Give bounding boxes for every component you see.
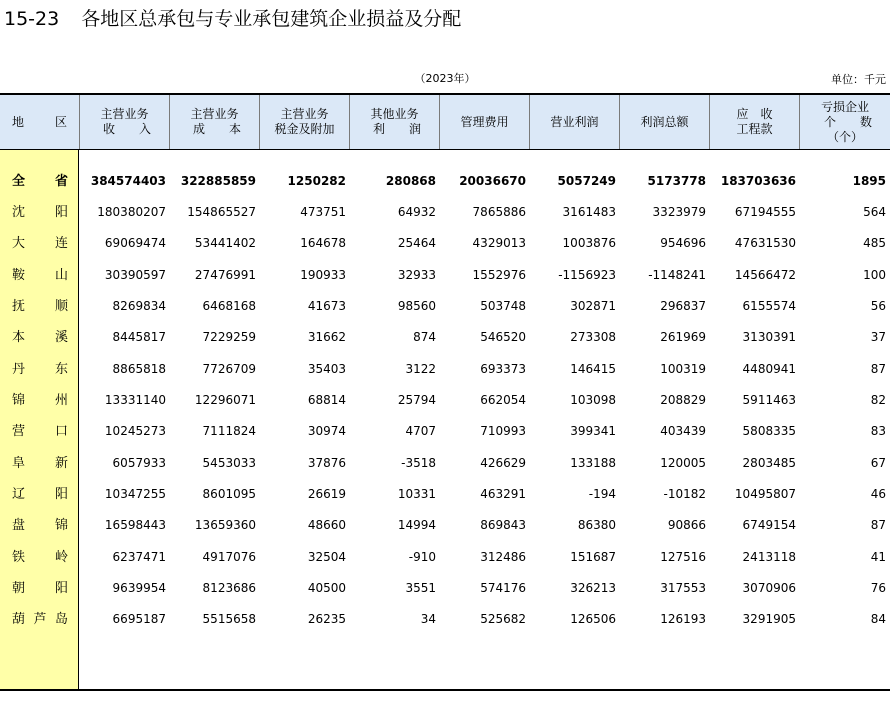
cell-main-tax: 40500 bbox=[307, 581, 346, 596]
cell-main-revenue: 69069474 bbox=[104, 236, 166, 251]
region-name-char: 顺 bbox=[54, 298, 68, 314]
region-name-char: 东 bbox=[54, 361, 68, 377]
cell-operating-profit: -194 bbox=[588, 487, 616, 501]
cell-other-profit: 3551 bbox=[405, 581, 436, 596]
cell-main-revenue: 10245273 bbox=[104, 424, 166, 439]
cell-mgmt-fee: 426629 bbox=[480, 455, 526, 470]
region-name-char: 沈 bbox=[12, 204, 26, 220]
cell-main-revenue: 8865818 bbox=[112, 361, 166, 376]
cell-total-profit: 100319 bbox=[660, 361, 706, 376]
cell-main-tax: 37876 bbox=[307, 455, 346, 470]
region-name-char: 口 bbox=[54, 424, 68, 440]
cell-mgmt-fee: 710993 bbox=[480, 424, 526, 439]
cell-receivables: 6155574 bbox=[742, 298, 796, 313]
region-name-char: 阳 bbox=[54, 204, 68, 220]
cell-operating-profit: 146415 bbox=[570, 361, 616, 376]
cell-total-profit: 127516 bbox=[660, 549, 706, 564]
column-header-line: 营业利润 bbox=[550, 114, 599, 129]
region-name bbox=[12, 322, 68, 353]
cell-mgmt-fee: 525682 bbox=[480, 612, 526, 627]
region-name bbox=[12, 604, 68, 635]
cell-loss-firms: 83 bbox=[870, 424, 886, 439]
column-header-region bbox=[0, 95, 80, 149]
table-row bbox=[0, 573, 890, 604]
cell-mgmt-fee: 574176 bbox=[480, 581, 526, 596]
region-name bbox=[12, 573, 68, 604]
column-header-line: 工程款 bbox=[736, 122, 773, 136]
cell-mgmt-fee: 662054 bbox=[480, 392, 526, 407]
region-name-char: 阜 bbox=[12, 455, 26, 471]
cell-total-profit: 403439 bbox=[660, 424, 706, 439]
cell-other-profit: 874 bbox=[413, 330, 436, 345]
cell-main-revenue: 6057933 bbox=[112, 455, 166, 470]
region-name-char: 抚 bbox=[12, 298, 26, 314]
cell-main-cost: 4917076 bbox=[202, 549, 256, 564]
region-header-char: 区 bbox=[54, 114, 67, 129]
cell-main-revenue: 180380207 bbox=[97, 204, 166, 219]
column-header-main-tax bbox=[260, 95, 350, 149]
cell-main-tax: 35403 bbox=[307, 361, 346, 376]
cell-total-profit: 90866 bbox=[667, 518, 706, 533]
cell-receivables: 3130391 bbox=[742, 330, 796, 345]
cell-total-profit: -10182 bbox=[663, 487, 706, 501]
cell-main-tax: 190933 bbox=[300, 267, 346, 282]
column-header-line: 主营业务 bbox=[100, 107, 149, 121]
cell-other-profit: -3518 bbox=[401, 455, 436, 470]
table-title: 各地区总承包与专业承包建筑企业损益及分配 bbox=[81, 8, 462, 30]
region-name bbox=[12, 479, 68, 510]
region-name-char: 大 bbox=[12, 236, 26, 252]
table-row-total bbox=[0, 166, 890, 197]
region-name-char: 锦 bbox=[54, 518, 68, 534]
cell-main-tax: 164678 bbox=[300, 236, 346, 251]
cell-other-profit: 64932 bbox=[397, 204, 436, 219]
cell-main-cost: 7726709 bbox=[202, 361, 256, 376]
cell-receivables: 3291905 bbox=[742, 612, 796, 627]
region-name-char: 溪 bbox=[54, 330, 68, 346]
cell-receivables: 67194555 bbox=[734, 204, 796, 219]
region-name-char: 连 bbox=[54, 236, 68, 252]
table-row bbox=[0, 322, 890, 353]
region-name bbox=[12, 197, 68, 228]
table-row bbox=[0, 291, 890, 322]
cell-operating-profit: 326213 bbox=[570, 581, 616, 596]
region-name bbox=[12, 166, 68, 197]
cell-main-tax: 26619 bbox=[307, 487, 346, 501]
table-row bbox=[0, 448, 890, 479]
table-row bbox=[0, 385, 890, 416]
cell-other-profit: 14994 bbox=[397, 518, 436, 533]
cell-mgmt-fee: 503748 bbox=[480, 298, 526, 313]
cell-operating-profit: 399341 bbox=[570, 424, 616, 439]
cell-total-profit: 5173778 bbox=[647, 173, 706, 188]
cell-main-cost: 53441402 bbox=[194, 236, 256, 251]
cell-loss-firms: 46 bbox=[870, 487, 886, 501]
cell-main-tax: 41673 bbox=[307, 298, 346, 313]
cell-total-profit: 3323979 bbox=[652, 204, 706, 219]
cell-loss-firms: 56 bbox=[870, 298, 886, 313]
region-name-char: 岭 bbox=[54, 549, 68, 565]
cell-mgmt-fee: 7865886 bbox=[472, 204, 526, 219]
region-name bbox=[12, 291, 68, 322]
cell-main-tax: 31662 bbox=[307, 330, 346, 345]
region-name-char: 辽 bbox=[12, 487, 26, 502]
cell-total-profit: -1148241 bbox=[648, 267, 706, 282]
cell-operating-profit: 151687 bbox=[570, 549, 616, 564]
cell-other-profit: -910 bbox=[408, 549, 436, 564]
region-name-char: 岛 bbox=[54, 612, 68, 628]
column-header-line: （个） bbox=[826, 129, 863, 144]
region-name-char: 盘 bbox=[12, 518, 26, 534]
cell-total-profit: 120005 bbox=[660, 455, 706, 470]
cell-total-profit: 954696 bbox=[660, 236, 706, 251]
table-number: 15-23 bbox=[4, 8, 60, 30]
cell-main-revenue: 16598443 bbox=[104, 518, 166, 533]
cell-main-cost: 27476991 bbox=[194, 267, 256, 282]
cell-mgmt-fee: 546520 bbox=[480, 330, 526, 345]
table-row bbox=[0, 416, 890, 447]
column-header-line: 个 数 bbox=[823, 114, 872, 129]
cell-receivables: 2413118 bbox=[742, 549, 796, 564]
column-header-line: 利润总额 bbox=[640, 114, 689, 129]
region-name bbox=[12, 542, 68, 573]
region-name bbox=[12, 385, 68, 416]
region-name-char: 铁 bbox=[12, 549, 26, 565]
cell-main-cost: 12296071 bbox=[194, 392, 256, 407]
column-header-other-profit bbox=[350, 95, 440, 149]
cell-other-profit: 32933 bbox=[397, 267, 436, 282]
column-header-line: 成 本 bbox=[192, 122, 241, 136]
region-name-char: 全 bbox=[12, 173, 26, 189]
cell-main-revenue: 8445817 bbox=[112, 330, 166, 345]
cell-other-profit: 98560 bbox=[397, 298, 436, 313]
cell-loss-firms: 100 bbox=[863, 267, 886, 282]
column-header-line: 其他业务 bbox=[370, 107, 419, 121]
cell-loss-firms: 564 bbox=[863, 204, 886, 219]
cell-mgmt-fee: 4329013 bbox=[472, 236, 526, 251]
cell-receivables: 4480941 bbox=[742, 361, 796, 376]
column-header-line: 主营业务 bbox=[190, 107, 239, 121]
column-header-line: 亏损企业 bbox=[820, 99, 869, 114]
region-name-char: 本 bbox=[12, 330, 26, 346]
table-row bbox=[0, 260, 890, 291]
cell-receivables: 3070906 bbox=[742, 581, 796, 596]
cell-receivables: 5911463 bbox=[742, 392, 796, 407]
cell-total-profit: 126193 bbox=[660, 612, 706, 627]
cell-other-profit: 10331 bbox=[397, 487, 436, 501]
cell-other-profit: 3122 bbox=[405, 361, 436, 376]
unit-label: 单位：千元 bbox=[831, 73, 886, 86]
cell-operating-profit: 103098 bbox=[570, 392, 616, 407]
cell-loss-firms: 485 bbox=[863, 236, 886, 251]
cell-receivables: 14566472 bbox=[734, 267, 796, 282]
cell-loss-firms: 37 bbox=[870, 330, 886, 345]
cell-main-tax: 473751 bbox=[300, 204, 346, 219]
cell-operating-profit: 1003876 bbox=[562, 236, 616, 251]
table-row bbox=[0, 542, 890, 573]
cell-receivables: 10495807 bbox=[734, 487, 796, 501]
region-header-char: 地 bbox=[12, 114, 25, 129]
region-name bbox=[12, 260, 68, 291]
cell-main-cost: 5453033 bbox=[202, 455, 256, 470]
table-row bbox=[0, 197, 890, 228]
cell-mgmt-fee: 1552976 bbox=[472, 267, 526, 282]
cell-loss-firms: 82 bbox=[870, 392, 886, 407]
region-name-char: 芦 bbox=[33, 612, 47, 628]
cell-other-profit: 280868 bbox=[385, 173, 436, 188]
column-header-main-revenue bbox=[80, 95, 170, 149]
cell-operating-profit: 126506 bbox=[570, 612, 616, 627]
cell-total-profit: 261969 bbox=[660, 330, 706, 345]
region-name bbox=[12, 510, 68, 541]
cell-main-cost: 13659360 bbox=[194, 518, 256, 533]
region-name-char: 丹 bbox=[12, 361, 26, 377]
cell-mgmt-fee: 312486 bbox=[480, 549, 526, 564]
cell-mgmt-fee: 869843 bbox=[480, 518, 526, 533]
cell-operating-profit: 133188 bbox=[570, 455, 616, 470]
table-row bbox=[0, 604, 890, 635]
column-header-line: 管理费用 bbox=[460, 114, 509, 129]
cell-main-revenue: 13331140 bbox=[104, 392, 166, 407]
cell-main-cost: 6468168 bbox=[202, 298, 256, 313]
region-name-char: 营 bbox=[12, 424, 26, 440]
table-row bbox=[0, 479, 890, 510]
table-row bbox=[0, 228, 890, 259]
table-row bbox=[0, 354, 890, 385]
column-header-total-profit bbox=[620, 95, 710, 149]
region-name-char: 葫 bbox=[12, 612, 26, 628]
cell-other-profit: 25794 bbox=[397, 392, 436, 407]
region-name bbox=[12, 448, 68, 479]
cell-main-tax: 32504 bbox=[307, 549, 346, 564]
region-name bbox=[12, 228, 68, 259]
cell-receivables: 47631530 bbox=[734, 236, 796, 251]
cell-operating-profit: 273308 bbox=[570, 330, 616, 345]
cell-total-profit: 296837 bbox=[660, 298, 706, 313]
region-name-char: 山 bbox=[54, 267, 68, 283]
cell-receivables: 5808335 bbox=[742, 424, 796, 439]
cell-loss-firms: 84 bbox=[870, 612, 886, 627]
cell-loss-firms: 67 bbox=[870, 455, 886, 470]
cell-operating-profit: 302871 bbox=[570, 298, 616, 313]
cell-operating-profit: 86380 bbox=[577, 518, 616, 533]
cell-mgmt-fee: 463291 bbox=[480, 487, 526, 501]
cell-other-profit: 34 bbox=[420, 612, 436, 627]
cell-main-tax: 1250282 bbox=[287, 173, 346, 188]
cell-total-profit: 317553 bbox=[660, 581, 706, 596]
cell-operating-profit: -1156923 bbox=[558, 267, 616, 282]
cell-receivables: 6749154 bbox=[742, 518, 796, 533]
year-label: （2023年） bbox=[414, 72, 476, 85]
region-name-char: 州 bbox=[54, 392, 68, 408]
cell-main-revenue: 8269834 bbox=[112, 298, 166, 313]
region-name bbox=[12, 416, 68, 447]
cell-main-tax: 30974 bbox=[307, 424, 346, 439]
column-header-mgmt-fee bbox=[440, 95, 530, 149]
cell-main-revenue: 6695187 bbox=[112, 612, 166, 627]
cell-main-cost: 154865527 bbox=[187, 204, 256, 219]
cell-main-tax: 68814 bbox=[307, 392, 346, 407]
cell-loss-firms: 76 bbox=[870, 581, 886, 596]
region-name bbox=[12, 354, 68, 385]
cell-loss-firms: 1895 bbox=[852, 173, 886, 188]
bottom-rule bbox=[0, 689, 890, 691]
cell-mgmt-fee: 20036670 bbox=[459, 173, 526, 188]
cell-loss-firms: 87 bbox=[870, 518, 886, 533]
column-header-loss-firms bbox=[800, 95, 890, 149]
table-row bbox=[0, 510, 890, 541]
cell-main-cost: 7229259 bbox=[202, 330, 256, 345]
cell-total-profit: 208829 bbox=[660, 392, 706, 407]
cell-operating-profit: 3161483 bbox=[562, 204, 616, 219]
column-header-main-cost bbox=[170, 95, 260, 149]
region-name-char: 锦 bbox=[12, 392, 26, 408]
column-header-line: 应 收 bbox=[736, 107, 773, 121]
column-header-operating-profit bbox=[530, 95, 620, 149]
cell-receivables: 2803485 bbox=[742, 455, 796, 470]
cell-main-revenue: 9639954 bbox=[112, 581, 166, 596]
cell-main-cost: 8123686 bbox=[202, 581, 256, 596]
cell-receivables: 183703636 bbox=[720, 173, 796, 188]
region-name-char: 朝 bbox=[12, 581, 26, 597]
cell-main-cost: 8601095 bbox=[202, 487, 256, 501]
column-header-line: 税金及附加 bbox=[274, 122, 335, 136]
table-header bbox=[0, 95, 890, 150]
column-header-receivables bbox=[710, 95, 800, 149]
region-name-char: 新 bbox=[54, 455, 68, 471]
cell-other-profit: 25464 bbox=[397, 236, 436, 251]
cell-mgmt-fee: 693373 bbox=[480, 361, 526, 376]
cell-main-revenue: 6237471 bbox=[112, 549, 166, 564]
page-title bbox=[4, 6, 461, 32]
region-name-char: 省 bbox=[54, 173, 68, 189]
region-name-char: 阳 bbox=[54, 487, 68, 502]
cell-main-tax: 48660 bbox=[307, 518, 346, 533]
cell-loss-firms: 41 bbox=[870, 549, 886, 564]
cell-main-cost: 322885859 bbox=[180, 173, 256, 188]
region-name-char: 鞍 bbox=[12, 267, 26, 283]
cell-operating-profit: 5057249 bbox=[557, 173, 616, 188]
cell-main-revenue: 10347255 bbox=[104, 487, 166, 501]
region-name-char: 阳 bbox=[54, 581, 68, 597]
cell-main-cost: 5515658 bbox=[202, 612, 256, 627]
cell-main-revenue: 30390597 bbox=[104, 267, 166, 282]
cell-loss-firms: 87 bbox=[870, 361, 886, 376]
column-header-line: 收 入 bbox=[102, 122, 151, 136]
column-header-line: 利 润 bbox=[372, 122, 421, 136]
cell-other-profit: 4707 bbox=[405, 424, 436, 439]
cell-main-cost: 7111824 bbox=[202, 424, 256, 439]
cell-main-revenue: 384574403 bbox=[90, 173, 166, 188]
cell-main-tax: 26235 bbox=[307, 612, 346, 627]
column-header-line: 主营业务 bbox=[280, 107, 329, 121]
